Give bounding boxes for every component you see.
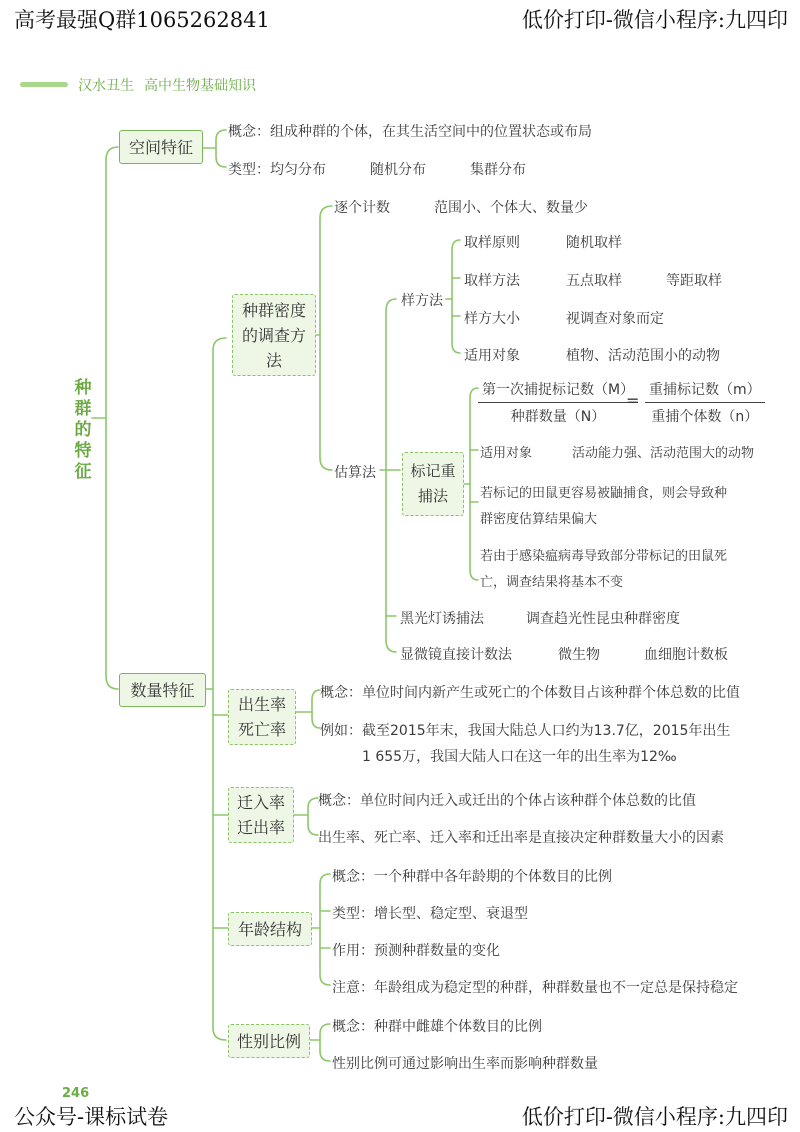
quadrat-size-value: 视调查对象而定 bbox=[566, 311, 664, 327]
quadrat-label: 样方法 bbox=[401, 293, 443, 309]
space-type-label: 类型： bbox=[228, 162, 270, 178]
root-title: 种群的特征 bbox=[74, 378, 92, 482]
migration-rate-box bbox=[228, 787, 294, 843]
birth-concept: 概念：单位时间内新产生或死亡的个体数目占该种群个体总数的比值 bbox=[320, 685, 740, 701]
quadrat-principle-label: 取样原则 bbox=[464, 235, 520, 251]
birth-example-line1: 例如：截至2015年末，我国大陆总人口约为13.7亿，2015年出生 bbox=[320, 723, 731, 739]
microscope-microbes: 微生物 bbox=[558, 647, 600, 663]
quantity-feature-box: 数量特征 bbox=[119, 673, 206, 707]
page-number: 246 bbox=[62, 1086, 90, 1101]
space-type-uniform: 均匀分布 bbox=[270, 162, 326, 178]
mark-note1-line2: 群密度估算结果偏大 bbox=[480, 512, 598, 527]
microscope-label: 显微镜直接计数法 bbox=[400, 647, 512, 663]
mark-recapture-box: 标记重捕法 bbox=[402, 452, 464, 516]
emigration-rate-title: 迁出率 bbox=[236, 818, 285, 837]
mark-fraction-left-numerator: 第一次捕捉标记数（M） bbox=[478, 379, 638, 403]
birth-death-rate-box bbox=[228, 689, 296, 745]
mark-applicable-value: 活动能力强、活动范围大的动物 bbox=[572, 446, 755, 461]
header-left-text: 高考最强Q群1065262841 bbox=[14, 8, 270, 32]
space-type-random: 随机分布 bbox=[370, 162, 426, 178]
mark-fraction-right bbox=[645, 379, 765, 426]
migration-note: 出生率、死亡率、迁入率和迁出率是直接决定种群数量大小的因素 bbox=[318, 830, 724, 846]
death-rate-title: 死亡率 bbox=[237, 720, 286, 739]
mark-applicable-label: 适用对象 bbox=[480, 446, 533, 461]
footer-right-text: 低价打印-微信小程序:九四印 bbox=[521, 1105, 788, 1129]
mark-fraction-left bbox=[478, 379, 638, 426]
space-type-clustered: 集群分布 bbox=[470, 162, 526, 178]
microscope-hemocytometer: 血细胞计数板 bbox=[644, 647, 728, 663]
header-right-text: 低价打印-微信小程序:九四印 bbox=[521, 8, 788, 32]
birth-rate-title: 出生率 bbox=[237, 695, 286, 714]
quadrat-applicable-label: 适用对象 bbox=[464, 348, 520, 364]
quadrat-applicable-value: 植物、活动范围小的动物 bbox=[566, 348, 720, 364]
mark-note1-line1: 若标记的田鼠更容易被鼬捕食，则会导致种 bbox=[480, 486, 728, 501]
age-concept: 概念：一个种群中各年龄期的个体数目的比例 bbox=[332, 869, 612, 885]
sex-concept: 概念：种群中雌雄个体数目的比例 bbox=[332, 1019, 542, 1035]
quadrat-method-label: 取样方法 bbox=[464, 273, 520, 289]
birth-example-line2: 1 655万，我国大陆人口在这一年的出生率为12‰ bbox=[362, 749, 677, 765]
footer-left-text: 公众号-课标试卷 bbox=[14, 1105, 169, 1129]
mark-equals-sign: = bbox=[626, 391, 640, 410]
quadrat-method-equidistant: 等距取样 bbox=[666, 273, 722, 289]
age-note: 注意：年龄组成为稳定型的种群，种群数量也不一定总是保持稳定 bbox=[332, 980, 738, 996]
migration-concept: 概念：单位时间内迁入或迁出的个体占该种群个体总数的比值 bbox=[318, 793, 696, 809]
space-concept: 概念：组成种群的个体，在其生活空间中的位置状态或布局 bbox=[228, 124, 592, 140]
quadrat-principle-value: 随机取样 bbox=[566, 235, 622, 251]
space-feature-box: 空间特征 bbox=[119, 130, 203, 164]
count-one-by-one-label: 逐个计数 bbox=[334, 200, 390, 216]
light-trap-label: 黑光灯诱捕法 bbox=[400, 611, 484, 627]
immigration-rate-title: 迁入率 bbox=[236, 793, 285, 812]
quadrat-size-label: 样方大小 bbox=[464, 311, 520, 327]
mark-note2-line2: 亡，调查结果将基本不变 bbox=[480, 575, 624, 590]
mark-note2-line1: 若由于感染瘟病毒导致部分带标记的田鼠死 bbox=[480, 549, 728, 564]
banner-author: 汉水丑生 bbox=[78, 78, 134, 94]
age-function: 作用：预测种群数量的变化 bbox=[332, 943, 500, 959]
mark-fraction-right-denominator: 重捕个体数（n） bbox=[651, 409, 759, 425]
mark-fraction-left-denominator: 种群数量（N） bbox=[510, 409, 606, 425]
estimate-method-label: 估算法 bbox=[334, 465, 376, 481]
quadrat-method-five-point: 五点取样 bbox=[566, 273, 622, 289]
sex-ratio-box: 性别比例 bbox=[228, 1024, 310, 1058]
light-trap-desc: 调查趋光性昆虫种群密度 bbox=[526, 611, 680, 627]
age-structure-box: 年龄结构 bbox=[228, 912, 312, 946]
sex-note: 性别比例可通过影响出生率而影响种群数量 bbox=[332, 1056, 598, 1072]
mark-fraction-right-numerator: 重捕标记数（m） bbox=[645, 379, 765, 403]
banner-subtitle: 高中生物基础知识 bbox=[144, 78, 256, 94]
count-one-by-one-desc: 范围小、个体大、数量少 bbox=[434, 200, 588, 216]
age-type: 类型：增长型、稳定型、衰退型 bbox=[332, 906, 528, 922]
density-method-box: 种群密度的调查方法 bbox=[232, 294, 316, 376]
